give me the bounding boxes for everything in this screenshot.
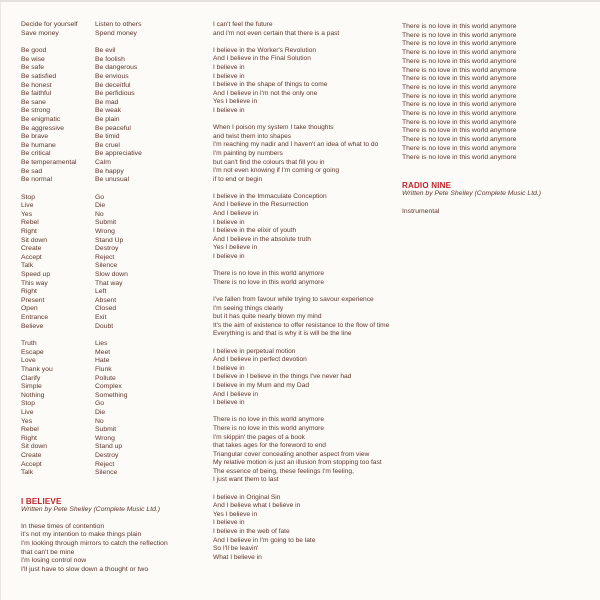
lyric-line: I believe in the web of fate: [213, 528, 290, 536]
word-pair-right: Calm: [95, 158, 111, 166]
word-pair-left: Be faithful: [21, 90, 52, 98]
word-pair-row: [21, 314, 211, 323]
lyric-line: I believe in: [213, 253, 245, 261]
lyric-line: There is no love in this world anymore: [213, 278, 325, 286]
radio-nine-title: RADIO NINE: [402, 181, 452, 191]
refrain-line: There is no love in this world anymore: [402, 101, 517, 109]
lyric-line: I'm not even knowing if I'm coming or going: [213, 167, 340, 175]
lyric-line: it's not my intention to make things plain: [21, 531, 142, 539]
word-pair-left: Be sane: [21, 98, 46, 106]
word-pair-right: Be deceitful: [95, 81, 131, 89]
stanza-lines: [213, 348, 408, 408]
word-pair-row: [21, 125, 211, 134]
word-pair-list: [21, 21, 211, 38]
word-pair-row: [21, 159, 211, 168]
lyric-line: Yes I believe in: [213, 510, 258, 518]
lyric-line: I believe in: [213, 364, 245, 372]
lyric-line: And I believe in: [213, 390, 259, 398]
word-pair-right: Die: [95, 202, 106, 210]
word-pair-row: [21, 461, 211, 470]
refrain-line: There is no love in this world anymore: [402, 23, 517, 30]
word-pair-right: Exit: [95, 314, 107, 321]
word-pair-left: Talk: [21, 262, 34, 270]
lyric-line: Yes I believe in: [213, 98, 258, 106]
word-pair-left: Right: [21, 434, 37, 442]
word-pair-row: [21, 56, 211, 65]
word-pair-left: Thank you: [21, 365, 53, 373]
word-pair-row: [21, 202, 211, 211]
word-pair-left: Sit down: [21, 236, 48, 244]
word-pair-right: Lies: [95, 340, 108, 348]
scan-edge-top: [0, 0, 600, 2]
word-pair-left: Stop: [21, 400, 35, 408]
word-pair-right: Closed: [95, 305, 117, 313]
stanza: [213, 416, 408, 485]
word-pair-row: [21, 47, 211, 56]
word-pair-right: Be evil: [95, 47, 116, 55]
i-believe-intro-verse: [21, 523, 211, 575]
word-pair-right: Pollute: [95, 374, 116, 382]
word-pair-row: [21, 469, 211, 478]
word-pair-row: [21, 340, 211, 349]
word-pair-right: Be mad: [95, 98, 119, 106]
lyric-line: It's the aim of existence to offer resistance to the flow of time: [213, 321, 390, 329]
word-pair-left: Be critical: [21, 150, 51, 158]
word-pair-left: Stop: [21, 193, 35, 201]
lyric-line: I just want them to last: [213, 476, 279, 484]
lyric-line: I've fallen from favour while trying to savour experience: [213, 296, 374, 303]
word-pair-list: [21, 194, 211, 332]
word-pairs-column: [21, 21, 211, 574]
word-pair-left: Open: [21, 305, 38, 313]
word-pair-right: Wrong: [95, 228, 115, 236]
word-pair-left: Truth: [21, 340, 37, 348]
refrain-line: There is no love in this world anymore: [402, 40, 517, 48]
word-pair-groups: [21, 21, 211, 478]
word-pair-right: Listen to others: [95, 21, 142, 28]
lyrics-column: [213, 21, 408, 571]
lyric-line: I'll just have to slow down a thought or two: [21, 565, 149, 573]
lyric-line: Yes I believe in: [213, 244, 258, 252]
lyric-line: I'm looking through mirrors to catch the reflection: [21, 540, 168, 548]
stanza-lines: [213, 494, 408, 563]
word-pair-row: [21, 176, 211, 185]
word-pair-row: [21, 383, 211, 392]
refrain-line: There is no love in this world anymore: [402, 75, 517, 83]
word-pair-left: Be strong: [21, 107, 51, 115]
word-pair-row: [21, 280, 211, 289]
word-pair-right: Wrong: [95, 434, 115, 442]
word-pair-group: [21, 21, 211, 38]
word-pair-right: Spend money: [95, 29, 137, 37]
i-believe-credit: Written by Pete Shelley (Complete Music Ltd.): [21, 505, 161, 513]
stanza-lines: [213, 124, 408, 184]
word-pair-row: [21, 254, 211, 263]
word-pair-right: Submit: [95, 426, 117, 434]
word-pair-left: Simple: [21, 383, 42, 391]
lyric-line: And I believe in I'm not the only one: [213, 89, 318, 97]
word-pair-row: [21, 305, 211, 314]
stanza-lines: [213, 47, 408, 116]
lyric-line: that can't be mine: [21, 548, 75, 556]
lyric-line: I believe in: [213, 63, 245, 71]
lyric-line: and twist them into shapes: [213, 132, 292, 140]
refrain-lines: [402, 23, 592, 162]
word-pair-right: Be happy: [95, 167, 124, 175]
word-pair-right: Doubt: [95, 322, 114, 330]
word-pair-right: Be unusual: [95, 176, 130, 184]
word-pair-right: Go: [95, 193, 105, 201]
word-pair-group: [21, 47, 211, 185]
lyric-line: What I believe in: [213, 553, 262, 561]
word-pair-row: [21, 357, 211, 366]
stanza: [213, 296, 408, 339]
word-pair-row: [21, 73, 211, 82]
lyric-line: but it has quite nearly blown my mind: [213, 313, 322, 321]
lyric-line: I believe in perpetual motion: [213, 347, 296, 355]
lyric-line: I can't feel the future: [213, 21, 273, 28]
word-pair-right: Submit: [95, 219, 117, 227]
word-pair-row: [21, 297, 211, 306]
word-pair-row: [21, 271, 211, 280]
word-pair-left: Yes: [21, 417, 33, 425]
word-pair-left: Escape: [21, 348, 44, 356]
lyric-line: I'm seeing things clearly: [213, 304, 284, 312]
lyric-line: And I believe in perfect devotion: [213, 356, 307, 364]
word-pair-row: [21, 443, 211, 452]
word-pair-left: Be temperamental: [21, 158, 77, 166]
word-pair-right: Absent: [95, 296, 117, 304]
lyric-line: I believe in: [213, 106, 245, 114]
refrain-line: There is no love in this world anymore: [402, 118, 517, 126]
lyric-line: And I believe in the absolute truth: [213, 235, 311, 243]
word-pair-right: Be appreciative: [95, 150, 142, 158]
lyric-line: Triangular cover concealing another aspect from view: [213, 450, 370, 458]
stanza: [213, 193, 408, 262]
word-pair-left: Create: [21, 245, 42, 253]
word-pair-row: [21, 64, 211, 73]
stanza-lines: [213, 21, 408, 38]
word-pair-right: No: [95, 417, 104, 425]
refrain-line: There is no love in this world anymore: [402, 92, 517, 100]
refrain-line: There is no love in this world anymore: [402, 57, 517, 65]
word-pair-left: Decide for yourself: [21, 21, 78, 28]
word-pair-row: [21, 82, 211, 91]
word-pair-left: Be normal: [21, 176, 52, 184]
word-pair-row: [21, 288, 211, 297]
word-pair-row: [21, 107, 211, 116]
lyric-line: There is no love in this world anymore: [213, 270, 325, 278]
word-pair-left: Be wise: [21, 55, 45, 63]
refrain-line: There is no love in this world anymore: [402, 127, 517, 135]
lyric-line: that takes ages for the foreword to end: [213, 442, 326, 450]
word-pair-right: Be foolish: [95, 55, 125, 63]
word-pair-left: Be honest: [21, 81, 52, 89]
stanza-list: [213, 21, 408, 562]
lyric-line: And I believe in: [213, 210, 259, 218]
lyric-line: I'm losing control now: [21, 557, 87, 565]
lyric-line: I believe in my Mum and my Dad: [213, 381, 310, 389]
refrain-line: There is no love in this world anymore: [402, 110, 517, 118]
word-pair-left: Rebel: [21, 426, 39, 434]
word-pair-row: [21, 142, 211, 151]
word-pair-left: Present: [21, 296, 45, 304]
radio-nine-credit: Written by Pete Shelley (Complete Music Ltd.): [402, 190, 542, 198]
word-pair-right: Be peaceful: [95, 124, 131, 132]
lyric-line: Everything is and that is why it is will be the line: [213, 330, 352, 338]
radio-nine-note: Instrumental: [402, 207, 440, 215]
word-pair-right: Reject: [95, 253, 115, 261]
stanza-lines: [213, 296, 408, 339]
word-pair-left: Be enigmatic: [21, 115, 61, 123]
word-pair-right: Hate: [95, 357, 110, 365]
word-pair-right: Be envious: [95, 72, 129, 80]
word-pair-row: [21, 237, 211, 246]
word-pair-right: Stand Up: [95, 236, 124, 244]
lyric-line: And I believe in I'm going to be late: [213, 536, 316, 544]
word-pair-row: [21, 219, 211, 228]
word-pair-row: [21, 211, 211, 220]
scan-edge-left: [0, 0, 1, 600]
word-pair-row: [21, 90, 211, 99]
word-pair-right: Silence: [95, 262, 118, 270]
word-pair-row: [21, 262, 211, 271]
word-pair-row: [21, 150, 211, 159]
lyric-line: There is no love in this world anymore: [213, 424, 325, 432]
stanza: [213, 47, 408, 116]
word-pair-left: Sit down: [21, 443, 48, 451]
word-pair-left: Talk: [21, 469, 34, 477]
word-pair-row: [21, 435, 211, 444]
word-pair-left: Love: [21, 357, 36, 365]
word-pair-left: Live: [21, 202, 34, 210]
lyric-line: And I believe in the Resurrection: [213, 201, 309, 209]
word-pair-row: [21, 116, 211, 125]
word-pair-left: Live: [21, 408, 34, 416]
word-pair-group: [21, 194, 211, 332]
refrain-line: There is no love in this world anymore: [402, 49, 517, 57]
word-pair-list: [21, 340, 211, 478]
lyric-line: I believe in the Immaculate Conception: [213, 192, 327, 200]
word-pair-row: [21, 323, 211, 332]
lyric-line: So I'll be leavin': [213, 545, 259, 553]
word-pair-right: Be perfidious: [95, 90, 135, 98]
lyric-line: but can't find the colours that fill you in: [213, 158, 325, 166]
word-pair-left: Nothing: [21, 391, 45, 399]
word-pair-right: Be weak: [95, 107, 122, 115]
word-pair-right: Reject: [95, 460, 115, 468]
word-pair-row: [21, 99, 211, 108]
refrain-line: There is no love in this world anymore: [402, 136, 517, 144]
lyric-line: I believe in: [213, 72, 245, 80]
lyric-line: I'm skippin' the pages of a book: [213, 433, 305, 441]
refrain-line: There is no love in this world anymore: [402, 66, 517, 74]
lyric-line: I believe in: [213, 519, 245, 527]
word-pair-row: [21, 194, 211, 203]
lyric-line: I believe in: [213, 399, 245, 407]
lyric-line: When I poison my system I take thoughts: [213, 124, 334, 132]
word-pair-right: Destroy: [95, 245, 119, 253]
word-pair-right: Destroy: [95, 451, 119, 459]
word-pair-row: [21, 245, 211, 254]
lyric-line: There is no love in this world anymore: [213, 416, 325, 424]
word-pair-left: Be safe: [21, 64, 45, 72]
lyric-line: I believe in I believe in the things I've never had: [213, 373, 352, 381]
word-pair-row: [21, 452, 211, 461]
lyric-line: And I believe in the Final Solution: [213, 55, 311, 63]
refrain-line: There is no love in this world anymore: [402, 31, 517, 39]
word-pair-left: Accept: [21, 460, 42, 468]
stanza: [213, 348, 408, 408]
word-pair-row: [21, 426, 211, 435]
word-pair-row: [21, 409, 211, 418]
word-pair-right: Flunk: [95, 365, 112, 373]
word-pair-right: Go: [95, 400, 105, 408]
lyric-line: if to end or begin: [213, 175, 263, 183]
lyric-line: I believe in Original Sin: [213, 493, 281, 501]
word-pair-row: [21, 366, 211, 375]
word-pair-right: Slow down: [95, 271, 128, 279]
word-pair-left: Speed up: [21, 271, 51, 279]
word-pair-left: Be aggressive: [21, 124, 65, 132]
word-pair-left: Be good: [21, 47, 47, 55]
refrain-line: There is no love in this world anymore: [402, 153, 517, 161]
refrain-line: There is no love in this world anymore: [402, 83, 517, 91]
word-pair-left: Save money: [21, 29, 59, 37]
word-pair-row: [21, 400, 211, 409]
stanza: [213, 494, 408, 563]
word-pair-right: That way: [95, 279, 123, 287]
word-pair-left: Create: [21, 451, 42, 459]
word-pair-left: Rebel: [21, 219, 39, 227]
word-pair-left: Right: [21, 228, 37, 236]
word-pair-right: No: [95, 210, 104, 218]
refrain-column: [402, 23, 592, 216]
word-pair-right: Left: [95, 288, 107, 296]
word-pair-right: Stand up: [95, 443, 123, 451]
word-pair-row: [21, 375, 211, 384]
lyric-line: I'm painting by numbers: [213, 149, 283, 157]
word-pair-row: [21, 418, 211, 427]
word-pair-right: Meet: [95, 348, 111, 356]
lyric-line: I believe in: [213, 218, 245, 226]
word-pair-left: Right: [21, 288, 37, 296]
word-pair-left: Believe: [21, 322, 44, 330]
lyric-line: I believe in the Worker's Revolution: [213, 46, 317, 54]
word-pair-right: Complex: [95, 383, 122, 391]
word-pair-right: Silence: [95, 469, 118, 477]
word-pair-right: Be dangerous: [95, 64, 138, 72]
word-pair-right: Be timid: [95, 133, 120, 141]
stanza-lines: [213, 270, 408, 287]
word-pair-row: [21, 392, 211, 401]
lyric-line: The essence of being, these feelings I'm feeling,: [213, 467, 354, 475]
word-pair-right: Be plain: [95, 115, 120, 123]
lyric-line: In these times of contention: [21, 522, 105, 530]
word-pair-row: [21, 168, 211, 177]
word-pair-left: This way: [21, 279, 48, 287]
stanza: [213, 124, 408, 184]
word-pair-row: [21, 349, 211, 358]
lyric-line: and I'm not even certain that there is a past: [213, 29, 340, 37]
stanza: [213, 270, 408, 287]
word-pair-left: Yes: [21, 210, 33, 218]
word-pair-right: Die: [95, 408, 106, 416]
i-believe-title: I BELIEVE: [21, 496, 62, 506]
refrain-line: There is no love in this world anymore: [402, 144, 517, 152]
word-pair-group: [21, 340, 211, 478]
word-pair-left: Clarify: [21, 374, 41, 382]
lyric-line: I'm reaching my nadir and I haven't an idea of what to do: [213, 141, 379, 149]
word-pair-row: [21, 228, 211, 237]
word-pair-left: Entrance: [21, 314, 49, 321]
word-pair-right: Something: [95, 391, 128, 399]
word-pair-row: [21, 21, 211, 30]
word-pair-row: [21, 30, 211, 39]
word-pair-left: Accept: [21, 253, 42, 261]
word-pair-left: Be sad: [21, 167, 43, 175]
lyric-line: I believe in the elixir of youth: [213, 227, 297, 235]
stanza: [213, 21, 408, 38]
word-pair-right: Be cruel: [95, 141, 120, 149]
word-pair-left: Be humane: [21, 141, 56, 149]
stanza-lines: [213, 193, 408, 262]
lyric-line: And I believe what I believe in: [213, 502, 301, 510]
lyric-line: I believe in the shape of things to come: [213, 81, 328, 89]
word-pair-left: Be satisfied: [21, 72, 57, 80]
word-pair-row: [21, 133, 211, 142]
word-pair-left: Be brave: [21, 133, 49, 141]
stanza-lines: [213, 416, 408, 485]
word-pair-list: [21, 47, 211, 185]
lyric-line: My relative motion is just an illusion from stopping too fast: [213, 459, 382, 467]
